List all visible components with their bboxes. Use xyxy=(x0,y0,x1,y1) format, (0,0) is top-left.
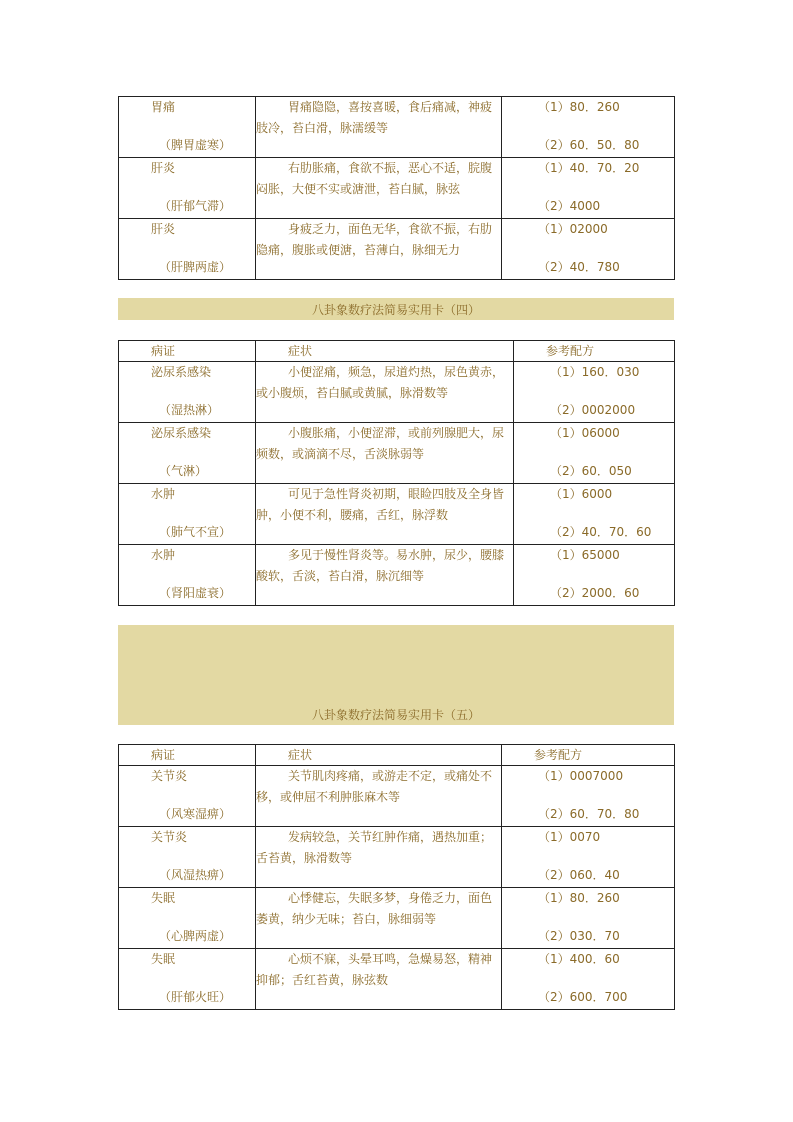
syndrome-type: （风寒湿痹） xyxy=(159,807,232,821)
symptoms-text: 心悸健忘，失眠多梦，身倦乏力，面色萎黄，纳少无味；苔白，脉细弱等 xyxy=(256,891,493,926)
syndrome-type: （心脾两虚） xyxy=(159,929,232,943)
symptoms-text: 身疲乏力，面色无华，食欲不振，右肋隐痛，腹胀或便溏，苔薄白，脉细无力 xyxy=(256,222,493,257)
symptoms-text: 胃痛隐隐，喜按喜暖，食后痛减，神疲肢冷，苔白滑，脉濡缓等 xyxy=(256,100,493,135)
prescription-1: （1）0007000 xyxy=(538,769,624,783)
table-row xyxy=(119,362,675,423)
symptoms-text: 心烦不寐，头晕耳鸣，急燥易怒，精神抑郁；舌红苔黄，脉弦数 xyxy=(256,952,493,987)
prescription-2: （2）600．700 xyxy=(538,990,628,1004)
table-row xyxy=(119,545,675,606)
symptoms-text: 小便涩痛，频急，尿道灼热，尿色黄赤，或小腹烦，苔白腻或黄腻，脉滑数等 xyxy=(256,365,505,400)
table-2 xyxy=(118,340,675,606)
table-1 xyxy=(118,96,675,280)
syndrome-type: （风湿热痹） xyxy=(159,868,232,882)
prescription-1: （1）0070 xyxy=(538,830,601,844)
prescription-1: （1）160．030 xyxy=(550,365,640,379)
syndrome-type: （气淋） xyxy=(159,464,208,478)
table-row xyxy=(119,766,675,827)
prescription-2: （2）4000 xyxy=(538,199,601,213)
symptoms-text: 小腹胀痛，小便涩滞，或前列腺肥大，尿频数，或滴滴不尽，舌淡脉弱等 xyxy=(256,426,505,461)
header-symptoms: 症状 xyxy=(288,344,313,358)
table-row xyxy=(119,888,675,949)
card-banner-4 xyxy=(118,298,674,320)
prescription-2: （2）60．70．80 xyxy=(538,807,640,821)
prescription-1: （1）65000 xyxy=(550,548,620,562)
table-row xyxy=(119,97,675,158)
prescription-1: （1）6000 xyxy=(550,487,613,501)
header-disease: 病证 xyxy=(151,344,176,358)
header-prescription: 参考配方 xyxy=(546,344,595,358)
prescription-1: （1）80．260 xyxy=(538,100,620,114)
prescription-2: （2）60．050 xyxy=(550,464,632,478)
disease-name: 失眠 xyxy=(151,952,176,966)
table-row xyxy=(119,219,675,280)
banner-title: 八卦象数疗法简易实用卡（四） xyxy=(311,303,480,317)
syndrome-type: （湿热淋） xyxy=(159,403,220,417)
disease-name: 肝炎 xyxy=(151,161,176,175)
table-header-row xyxy=(119,745,675,766)
header-symptoms: 症状 xyxy=(288,748,313,762)
disease-name: 水肿 xyxy=(151,487,176,501)
prescription-1: （1）400．60 xyxy=(538,952,620,966)
prescription-1: （1）40．70．20 xyxy=(538,161,640,175)
prescription-1: （1）02000 xyxy=(538,222,608,236)
table-row xyxy=(119,423,675,484)
syndrome-type: （脾胃虚寒） xyxy=(159,138,232,152)
disease-name: 肝炎 xyxy=(151,222,176,236)
header-disease: 病证 xyxy=(151,748,176,762)
prescription-2: （2）030．70 xyxy=(538,929,620,943)
syndrome-type: （肝郁火旺） xyxy=(159,990,232,1004)
prescription-2: （2）2000．60 xyxy=(550,586,640,600)
symptoms-text: 多见于慢性肾炎等。易水肿，尿少，腰膝酸软，舌淡，苔白滑，脉沉细等 xyxy=(256,548,505,583)
prescription-2: （2）40．780 xyxy=(538,260,620,274)
syndrome-type: （肾阳虚衰） xyxy=(159,586,232,600)
syndrome-type: （肺气不宣） xyxy=(159,525,232,539)
table-row xyxy=(119,484,675,545)
prescription-2: （2）60．50．80 xyxy=(538,138,640,152)
banner-title: 八卦象数疗法简易实用卡（五） xyxy=(311,708,480,722)
table-3 xyxy=(118,744,675,1010)
symptoms-text: 关节肌肉疼痛，或游走不定，或痛处不移，或伸屈不利肿胀麻木等 xyxy=(256,769,493,804)
disease-name: 关节炎 xyxy=(151,769,188,783)
prescription-2: （2）060．40 xyxy=(538,868,620,882)
prescription-2: （2）0002000 xyxy=(550,403,636,417)
disease-name: 胃痛 xyxy=(151,100,176,114)
syndrome-type: （肝脾两虚） xyxy=(159,260,232,274)
disease-name: 泌尿系感染 xyxy=(151,426,212,440)
prescription-1: （1）80．260 xyxy=(538,891,620,905)
disease-name: 关节炎 xyxy=(151,830,188,844)
prescription-1: （1）06000 xyxy=(550,426,620,440)
symptoms-text: 发病较急，关节红肿作痛，遇热加重；舌苔黄，脉滑数等 xyxy=(256,830,493,865)
syndrome-type: （肝郁气滞） xyxy=(159,199,232,213)
disease-name: 泌尿系感染 xyxy=(151,365,212,379)
prescription-2: （2）40．70．60 xyxy=(550,525,652,539)
table-header-row xyxy=(119,341,675,362)
disease-name: 失眠 xyxy=(151,891,176,905)
table-row xyxy=(119,949,675,1010)
disease-name: 水肿 xyxy=(151,548,176,562)
symptoms-text: 右肋胀痛，食欲不振，恶心不适，脘腹闷胀，大便不实或溏泄，苔白腻，脉弦 xyxy=(256,161,493,196)
card-banner-5 xyxy=(118,625,674,725)
table-row xyxy=(119,827,675,888)
header-prescription: 参考配方 xyxy=(534,748,583,762)
table-row xyxy=(119,158,675,219)
symptoms-text: 可见于急性肾炎初期，眼睑四肢及全身皆肿，小便不利，腰痛，舌红，脉浮数 xyxy=(256,487,505,522)
